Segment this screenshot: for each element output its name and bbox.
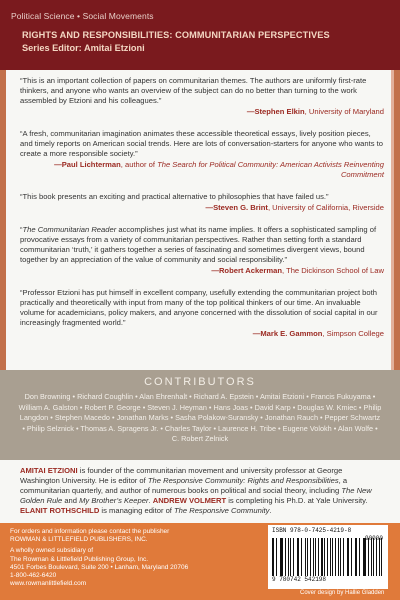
isbn-barcode bbox=[268, 525, 388, 589]
publisher-info bbox=[10, 528, 280, 588]
quote-attribution bbox=[20, 266, 384, 276]
left-stripe bbox=[0, 70, 6, 370]
bio-text: . bbox=[148, 496, 153, 505]
contributors-panel bbox=[0, 370, 400, 460]
barcode-bar bbox=[290, 538, 291, 576]
price-code: 90000 bbox=[364, 535, 383, 542]
bio-text: , a communitarian quarterly, and author of numerous books on political and social theory, including bbox=[20, 476, 348, 495]
barcode-bar bbox=[381, 538, 382, 576]
bio-book-title: The Responsive Community bbox=[174, 506, 270, 515]
barcode-bar bbox=[307, 538, 308, 576]
quote-org: , author of bbox=[120, 160, 158, 169]
quote-attribution bbox=[20, 329, 384, 339]
quote-author: —Paul Lichterman bbox=[54, 160, 121, 169]
publisher-phone: 1-800-462-6420 bbox=[10, 572, 57, 580]
bio-author-name: ANDREW VOLMERT bbox=[152, 496, 227, 505]
author-bio bbox=[20, 466, 384, 516]
barcode-number: 9 780742 542198 bbox=[272, 576, 327, 583]
barcode-bar bbox=[351, 538, 352, 576]
quote-author: —Robert Ackerman bbox=[211, 266, 282, 275]
quote-attribution bbox=[20, 107, 384, 117]
quote-org: , University of California, Riverside bbox=[267, 203, 384, 212]
bio-text: is managing editor of bbox=[99, 506, 175, 515]
bio-author-name: AMITAI ETZIONI bbox=[20, 466, 78, 475]
quote-2 bbox=[20, 129, 384, 180]
quote-text: “A fresh, communitarian imagination animates these accessible theoretical essays, lively position pieces, and timely reports on American social trends. Here are lots of conversation-starters for anyone who wants to create a more responsible society.” bbox=[20, 129, 383, 158]
bio-text: is completing his Ph.D. at Yale University. bbox=[226, 496, 368, 505]
barcode-bar bbox=[364, 538, 365, 576]
bio-text: and bbox=[62, 496, 80, 505]
right-stripe bbox=[394, 70, 400, 370]
quote-3 bbox=[20, 192, 384, 213]
bio-book-title: The Responsive Community: Rights and Responsibilities bbox=[147, 476, 339, 485]
barcode-bar bbox=[301, 538, 302, 576]
barcode-bar bbox=[373, 538, 374, 576]
barcode-bar bbox=[359, 538, 360, 576]
quote-book: The Search for Political Community: American Activists Reinventing Commitment bbox=[157, 160, 384, 179]
barcode-bar bbox=[340, 538, 341, 576]
contributors-list: Don Browning • Richard Coughlin • Alan Ehrenhalt • Richard A. Epstein • Amitai Etzioni • Francis Fukuyama • William A. Galston • Robert P. George • Steven J. Heyman • Hans Joas • David Karp • Douglas W. Kmiec • Philip Langdon • Stephen Macedo • Jonathan Marks • Sasha Polakow-Suransky • Jonathan Rauch • Pepper Schwartz • Philip Selznick • Thomas A. Spragens Jr. • Charles Taylor • Laurence H. Tribe • Eugene Volokh • Alan Wolfe • C. Robert Zelnick bbox=[18, 392, 382, 443]
barcode-bar bbox=[332, 538, 333, 576]
barcode-bar bbox=[281, 538, 282, 576]
quote-text: accomplishes just what its name implies. It offers a sophisticated sampling of provocative essays from a variety of communitarian perspectives. Rather than setting forth a standard communitarian ‘truth,’ it gathers together a series of fascinating and sometimes divergent views, bound together by an appreciation of the value of community and social responsibility.” bbox=[20, 225, 377, 264]
category-label: Political Science • Social Movements bbox=[11, 11, 154, 21]
quote-text: “Professor Etzioni has put himself in excellent company, usefully extending the communitarian project both practically and theoretically with input from many of the top political thinkers of our time. An invaluable volume for academicians, policy makers, and anyone concerned with the dissolution of social capital in our increasingly fragmented world.” bbox=[20, 288, 378, 327]
bio-text: is founder of the communitarian movement and university professor at George Washington University. He is editor of bbox=[20, 466, 343, 485]
barcode-bars bbox=[272, 536, 384, 576]
quote-book-title: The Communitarian Reader bbox=[22, 225, 117, 234]
endorsement-quotes bbox=[20, 76, 384, 351]
quote-attribution bbox=[20, 160, 384, 180]
quote-author: —Steven G. Brint bbox=[205, 203, 268, 212]
series-editor: Series Editor: Amitai Etzioni bbox=[22, 43, 145, 53]
barcode-bar bbox=[324, 538, 325, 576]
bio-text: . bbox=[269, 506, 272, 515]
barcode-bar bbox=[321, 538, 322, 576]
bio-book-title: My Brother’s Keeper bbox=[79, 496, 149, 505]
quote-attribution bbox=[20, 203, 384, 213]
quote-text: “This book presents an exciting and practical alternative to philosophies that have failed us.” bbox=[20, 192, 329, 201]
quote-open-mark: “ bbox=[20, 225, 23, 234]
quote-4 bbox=[20, 225, 384, 276]
publisher-line: A wholly owned subsidiary of bbox=[10, 547, 94, 555]
publisher-line: For orders and information please contact the publisher bbox=[10, 528, 170, 535]
isbn-number: ISBN 978-0-7425-4219-8 bbox=[272, 527, 352, 534]
quote-author: —Mark E. Gammon bbox=[252, 329, 323, 338]
cover-design-credit: Cover design by Hallie Gladden bbox=[300, 590, 385, 596]
publisher-address: 4501 Forbes Boulevard, Suite 200 • Lanham, Maryland 20706 bbox=[10, 563, 189, 571]
quote-author: —Stephen Elkin bbox=[246, 107, 305, 116]
publisher-line: The Rowman & Littlefield Publishing Group, Inc. bbox=[10, 555, 149, 563]
quote-org: , University of Maryland bbox=[304, 107, 384, 116]
bio-book-title: The New Golden Rule bbox=[20, 486, 372, 505]
series-title: RIGHTS AND RESPONSIBILITIES: COMMUNITARIAN PERSPECTIVES bbox=[22, 30, 330, 40]
barcode-bar bbox=[348, 538, 349, 576]
bio-author-name: ELANIT ROTHSCHILD bbox=[20, 506, 100, 515]
quote-5 bbox=[20, 288, 384, 339]
quote-1 bbox=[20, 76, 384, 117]
quote-org: , The Dickinson School of Law bbox=[281, 266, 384, 275]
publisher-website: www.rowmanlittlefield.com bbox=[10, 580, 87, 588]
publisher-name: ROWMAN & LITTLEFIELD PUBLISHERS, INC. bbox=[10, 536, 148, 544]
barcode-bar bbox=[315, 538, 316, 576]
contributors-heading: CONTRIBUTORS bbox=[144, 376, 256, 388]
quote-text: “This is an important collection of papers on communitarian themes. The authors are uniformly first-rate thinkers, and anyone who wants an overview of the subject can do no better than turning to the work assembled by Etzioni and his colleagues.” bbox=[20, 76, 367, 105]
barcode-bar bbox=[293, 538, 294, 576]
quote-org: , Simpson College bbox=[322, 329, 384, 338]
barcode-bar bbox=[276, 538, 277, 576]
